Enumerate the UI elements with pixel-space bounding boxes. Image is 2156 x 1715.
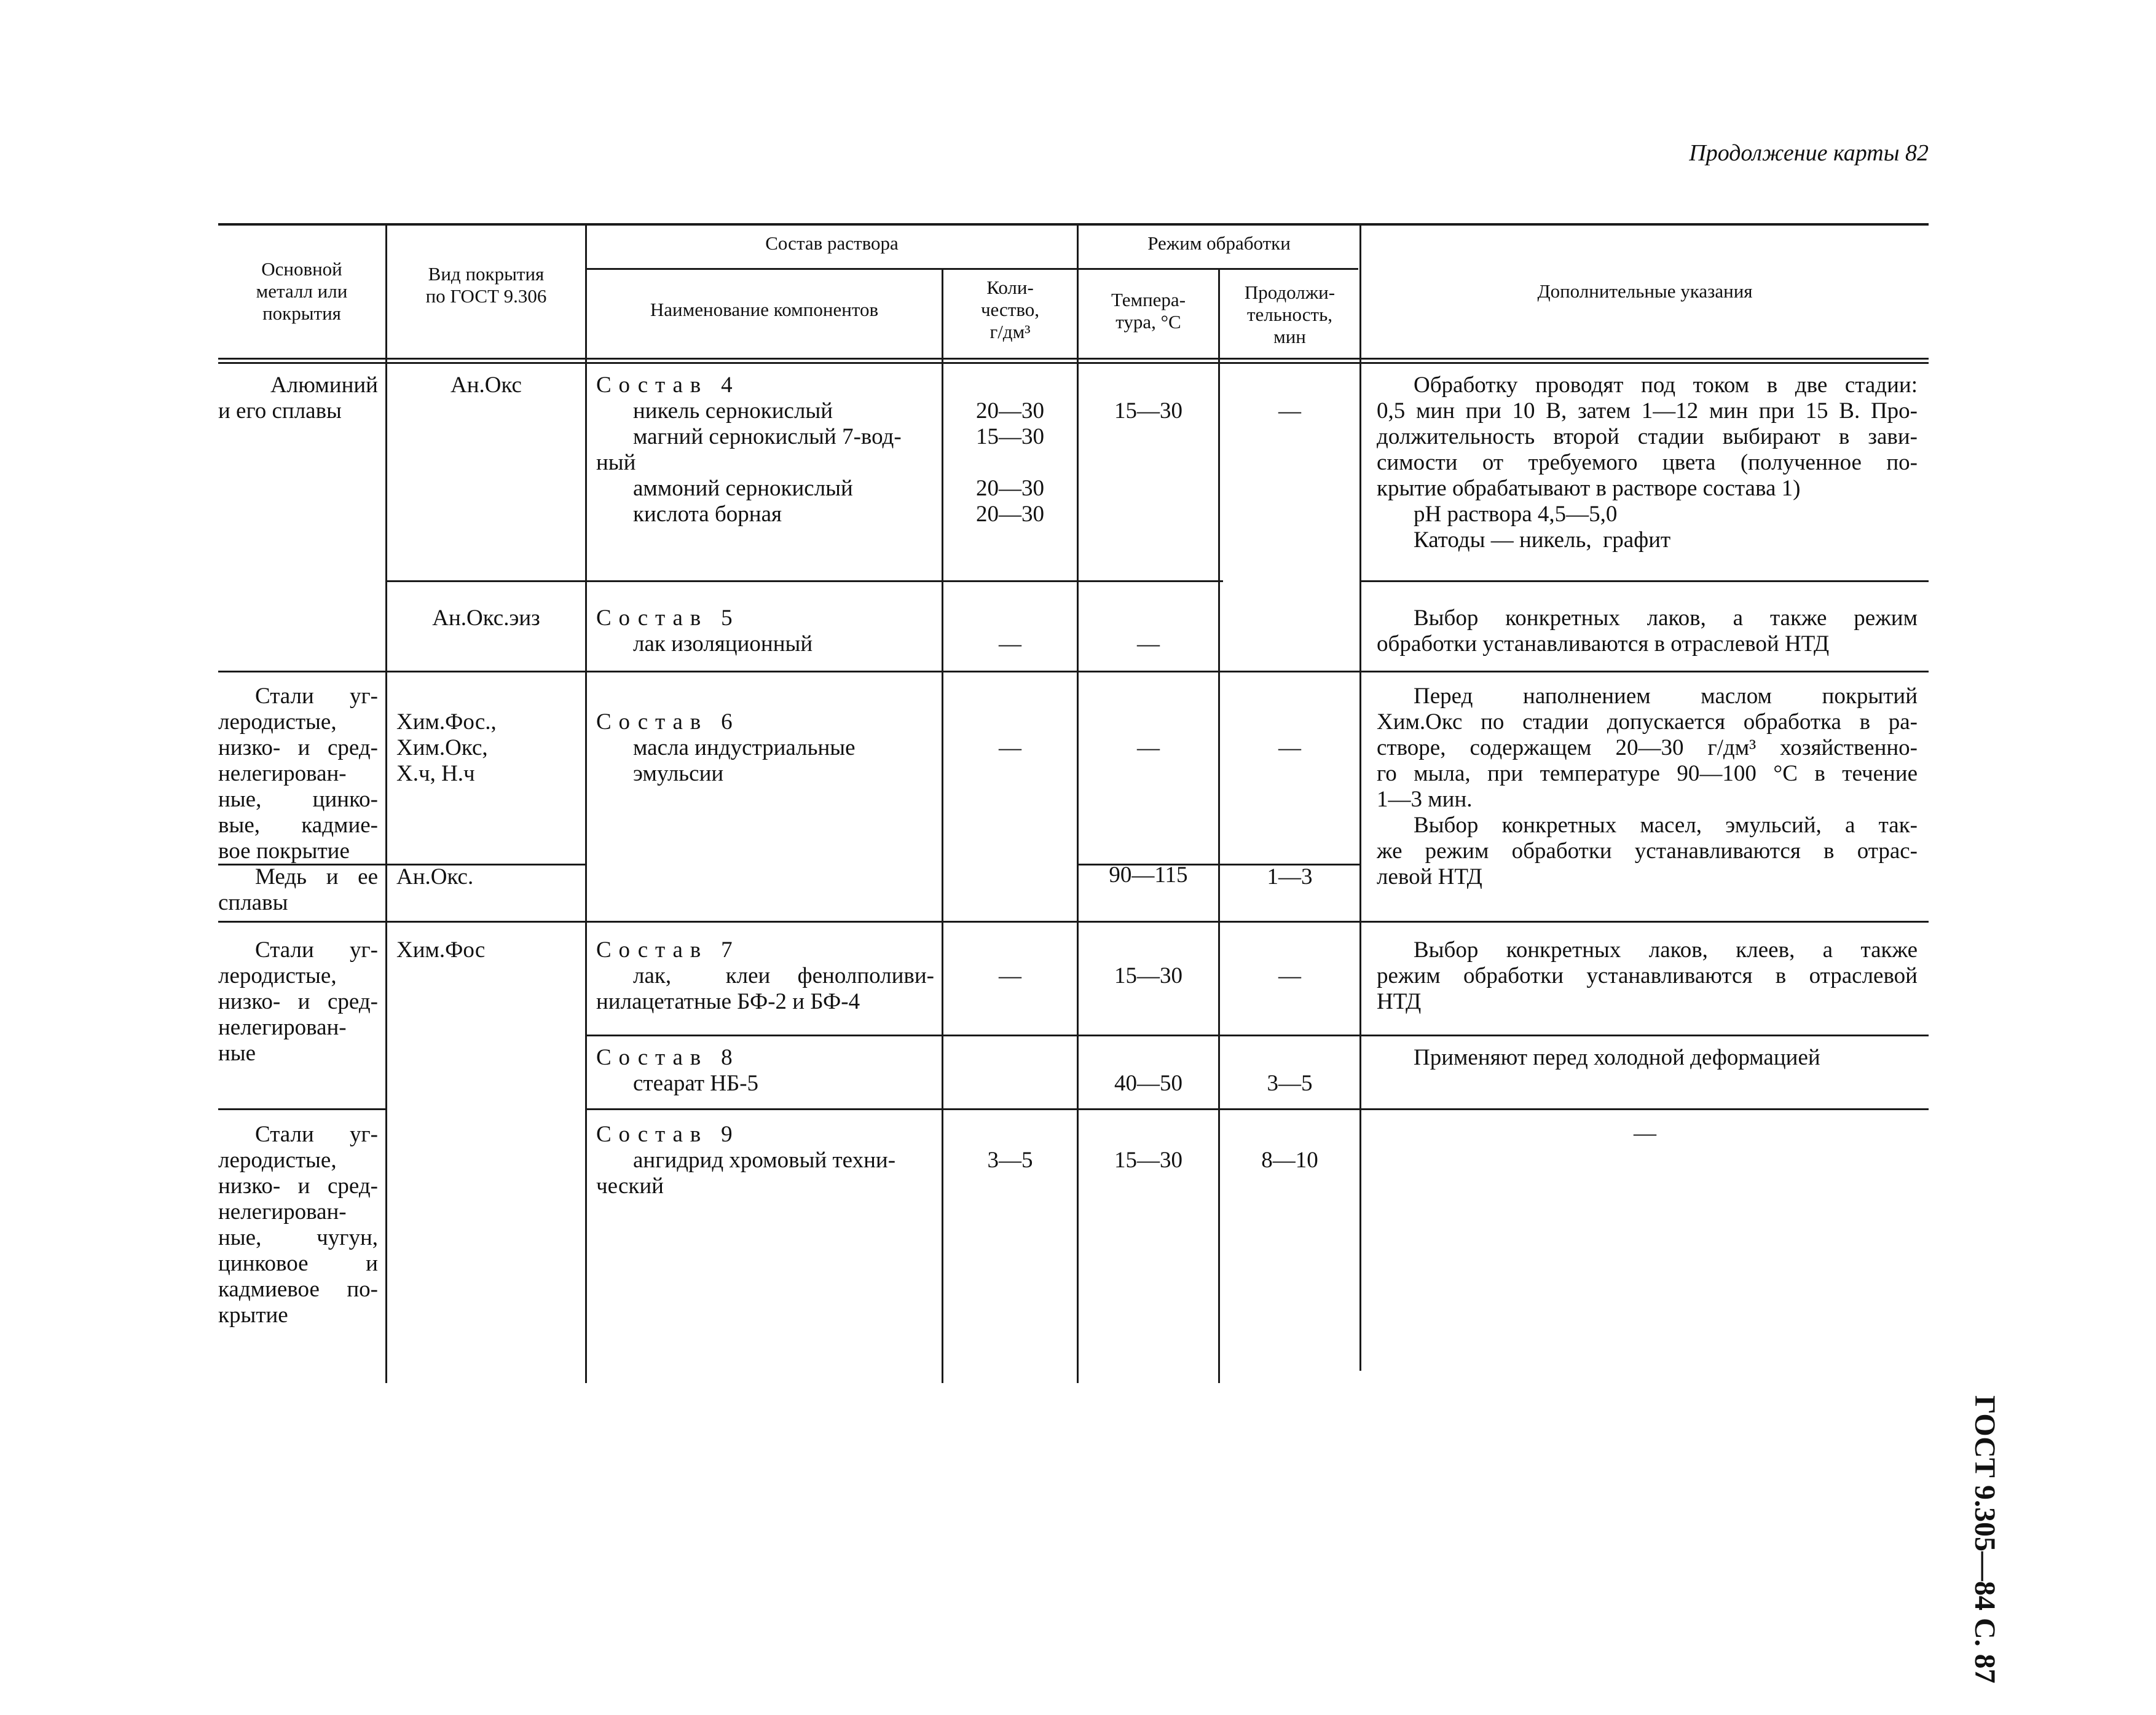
cell-metal: Стали уг- леродистые, низко- и сред- нелегирован- ные, чугун, цинковое и кадмиевое по- крытие — [218, 1122, 378, 1328]
cell-temperature: 40—50 — [1114, 1071, 1182, 1096]
cell-components: Состав 8 стеарат НБ-5 — [596, 1045, 759, 1096]
row-rule — [387, 580, 1223, 582]
cell-duration: 8—10 — [1261, 1148, 1318, 1173]
column-rule — [1359, 223, 1361, 1371]
cell-metal: Медь и ее сплавы — [218, 864, 378, 915]
cell-metal: Алюминий и его сплавы — [218, 373, 378, 424]
page-header: Продолжение карты 82 — [1689, 140, 1929, 166]
column-rule — [585, 223, 587, 1383]
cell-temperature: 15—30 — [1114, 1148, 1182, 1173]
cell-notes: Обработку проводят под током в две стадии: 0,5 мин при 10 В, затем 1—12 мин при 15 В. Про- должительность второй стадии выбирают в зави- симости от требуемого цвета (полученное по- крытие обрабатывают в растворе состава 1) pH раствора 4,5—5,0 Катоды — никель, графит — [1377, 373, 1918, 553]
cell-coating: Хим.Фос — [396, 937, 486, 963]
column-rule — [1218, 268, 1220, 1383]
cell-notes: Применяют перед холодной деформацией — [1414, 1045, 1820, 1070]
cell-coating: Ан.Окс.эиз — [432, 605, 540, 631]
cell-coating: Хим.Фос., Хим.Окс, Х.ч, Н.ч — [396, 709, 497, 786]
cell-duration: — — [1278, 735, 1301, 760]
cell-quantity: 20—30 15—30 20—30 20—30 — [976, 398, 1044, 527]
header-bottom-rule-2 — [218, 362, 1929, 364]
cell-coating: Ан.Окс — [450, 373, 522, 398]
cell-notes: Выбор конкретных лаков, клеев, а также режим обработки устанавливаются в отраслевой НТД — [1377, 937, 1918, 1014]
header-temperature: Темпера- тура, °С — [1111, 289, 1186, 333]
row-rule — [587, 1108, 1929, 1110]
cell-quantity: — — [999, 631, 1021, 656]
row-rule — [218, 921, 1929, 923]
row-rule — [587, 1035, 1929, 1036]
row-rule — [218, 671, 1929, 672]
cell-notes: Перед наполнением маслом покрытий Хим.Окс по стадии допускается обработка в ра- створе, содержащем 20—30 г/дм³ хозяйственно- го мыла, при температуре 90—100 °С в течение 1—3 мин. Выбор конкретных масел, эмульсий, а так- же режим обработки устанавливаются в отрас- левой НТД — [1377, 684, 1918, 889]
cell-temperature: — — [1137, 735, 1160, 760]
cell-duration: — — [1278, 963, 1301, 988]
cell-duration: 1—3 — [1267, 864, 1313, 889]
cell-duration: — — [1278, 398, 1301, 424]
header-component-name: Наименование компонентов — [650, 299, 879, 320]
cell-coating: Ан.Окс. — [396, 864, 474, 889]
cell-components: Состав 6 масла индустриальные эмульсии — [596, 709, 856, 786]
header-bottom-rule — [218, 358, 1929, 360]
cell-temperature: 15—30 — [1114, 963, 1182, 988]
cell-metal: Стали уг- леродистые, низко- и сред- нелегирован- ные — [218, 937, 378, 1066]
cell-notes: — — [1634, 1121, 1656, 1146]
header-quantity: Коли- чество, г/дм³ — [980, 277, 1040, 342]
cell-quantity: 3—5 — [987, 1148, 1033, 1173]
header-notes: Дополнительные указания — [1537, 280, 1753, 302]
cell-quantity: — — [999, 735, 1021, 760]
cell-components: Состав 7 лак, клеи фенолполиви- нилацетатные БФ-2 и БФ-4 — [596, 937, 934, 1014]
cell-quantity: — — [999, 963, 1021, 988]
standard-page-caption: ГОСТ 9.305—84 С. 87 — [1969, 1395, 2001, 1684]
header-solution: Состав раствора — [765, 232, 899, 254]
row-rule — [218, 1108, 387, 1110]
header-duration: Продолжи- тельность, мин — [1244, 282, 1336, 347]
header-base-metal: Основной металл или покрытия — [256, 258, 348, 324]
cell-temperature: 90—115 — [1109, 862, 1188, 888]
row-rule — [1361, 580, 1929, 582]
header-sub-rule — [587, 268, 1358, 270]
cell-notes: Выбор конкретных лаков, а также режим обработки устанавливаются в отраслевой НТД — [1377, 605, 1918, 656]
cell-duration: 3—5 — [1267, 1071, 1313, 1096]
cell-temperature: 15—30 — [1114, 398, 1182, 424]
cell-metal: Стали уг- леродистые, низко- и сред- нелегирован- ные, цинко- вые, кадмие- вое покрытие — [218, 684, 378, 864]
cell-components: Состав 5 лак изоляционный — [596, 605, 813, 656]
cell-temperature: — — [1137, 631, 1160, 656]
header-mode: Режим обработки — [1147, 232, 1291, 254]
column-rule — [1077, 223, 1079, 1383]
header-coating-type: Вид покрытия по ГОСТ 9.306 — [425, 263, 547, 307]
cell-components: Состав 9 ангидрид хромовый техни- ческий — [596, 1122, 896, 1199]
table-top-rule — [218, 223, 1929, 226]
cell-components: Состав 4 никель сернокислый магний сернокислый 7-вод- ный аммоний сернокислый кислота борная — [596, 373, 902, 527]
